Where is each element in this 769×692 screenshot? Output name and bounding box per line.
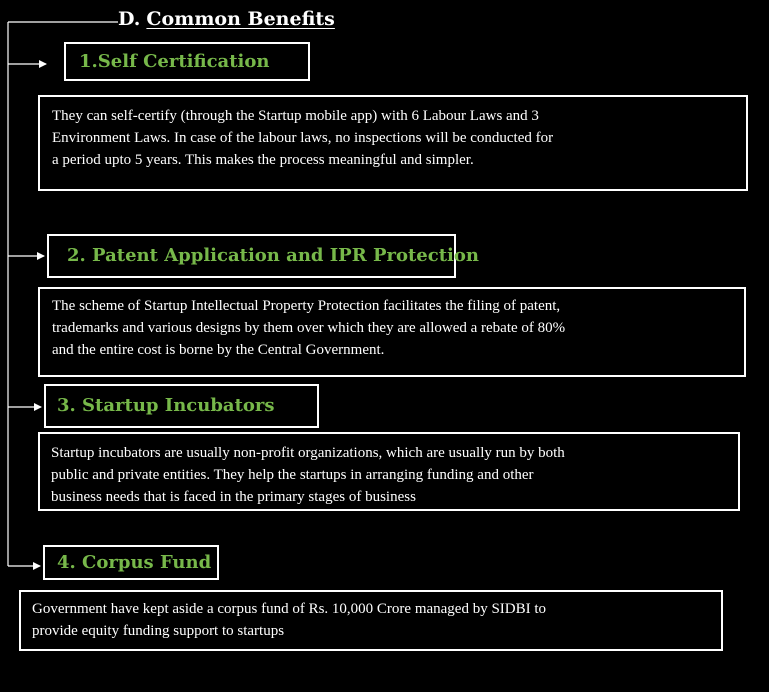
- description-line: The scheme of Startup Intellectual Property Protection facilitates the filing of patent,: [52, 298, 561, 314]
- description-line: Government have kept aside a corpus fund of Rs. 10,000 Crore managed by SIDBI to: [32, 601, 547, 617]
- description-line: Startup incubators are usually non-profit organizations, which are usually run by both: [51, 445, 565, 461]
- benefit-title-self-certification: 1.Self Certification: [64, 42, 310, 81]
- benefit-description-corpus-fund: [19, 590, 723, 651]
- description-line: Environment Laws. In case of the labour laws, no inspections will be conducted for: [52, 130, 554, 146]
- benefit-description-patent-application: [38, 287, 746, 377]
- benefit-title-startup-incubators: 3. Startup Incubators: [44, 384, 319, 428]
- description-line: trademarks and various designs by them over which they are allowed a rebate of 80%: [52, 320, 566, 336]
- section-letter: D.: [118, 8, 141, 30]
- description-line: public and private entities. They help the startups in arranging funding and other: [51, 467, 534, 483]
- description-line: They can self-certify (through the Startup mobile app) with 6 Labour Laws and 3: [52, 108, 539, 124]
- benefit-description-self-certification: [38, 95, 748, 191]
- section-title: Common Benefits: [146, 8, 335, 30]
- description-line: and the entire cost is borne by the Central Government.: [52, 342, 385, 358]
- benefit-title-corpus-fund: 4. Corpus Fund: [43, 545, 219, 580]
- section-heading: [118, 8, 335, 30]
- benefit-description-startup-incubators: [38, 432, 740, 511]
- description-line: business needs that is faced in the primary stages of business: [51, 489, 416, 505]
- description-line: provide equity funding support to startups: [32, 623, 285, 639]
- description-line: a period upto 5 years. This makes the process meaningful and simpler.: [52, 152, 474, 168]
- benefit-title-patent-application: 2. Patent Application and IPR Protection: [47, 234, 456, 278]
